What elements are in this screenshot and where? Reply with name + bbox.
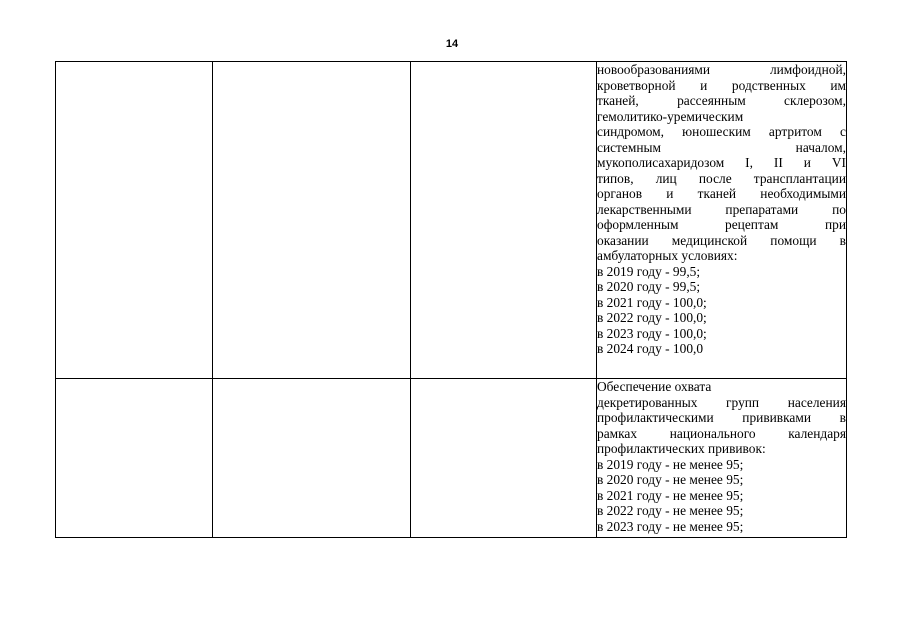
text-line: в 2019 году - 99,5; (597, 263, 701, 279)
text-line: декретированных групп населения (597, 394, 846, 410)
document-table (55, 61, 847, 538)
table-row (56, 379, 847, 538)
text-line: кроветворной и родственных им (597, 77, 846, 93)
text-line: амбулаторных условиях: (597, 248, 738, 263)
text-line: типов, лиц после трансплантации (597, 170, 846, 186)
text-line: синдромом, юношеским артритом с (597, 124, 846, 139)
text-line: профилактическими прививками в (597, 410, 846, 425)
text-line: в 2020 году - не менее 95; (597, 472, 744, 487)
text-line: в 2023 году - 100,0; (597, 325, 707, 341)
text-line: в 2019 году - не менее 95; (597, 456, 744, 472)
table-cell-empty (213, 379, 411, 538)
table-row (56, 62, 847, 379)
text-line: гемолитико-уремическим (597, 108, 744, 124)
text-line: Обеспечение охвата (597, 379, 712, 394)
text-line: новообразованиями лимфоидной, (597, 62, 846, 77)
table-cell-empty (56, 62, 213, 379)
text-line: в 2021 году - не менее 95; (597, 487, 744, 503)
text-line: мукополисахаридозом I, II и VI (597, 155, 846, 170)
text-line: в 2020 году - 99,5; (597, 279, 701, 294)
text-line: рамках национального календаря (597, 425, 846, 441)
table-cell-empty (411, 62, 597, 379)
table-cell-text (597, 379, 847, 538)
text-line: в 2021 году - 100,0; (597, 294, 707, 310)
text-line: профилактических прививок: (597, 441, 766, 456)
text-line: тканей, рассеянным склерозом, (597, 93, 846, 108)
page-number: 14 (445, 38, 459, 50)
text-line: в 2022 году - не менее 95; (597, 503, 744, 518)
text-line: в 2024 году - 100,0 (597, 341, 704, 356)
table-cell-text (597, 62, 847, 379)
text-line: в 2022 году - 100,0; (597, 310, 707, 325)
text-line: оказании медицинской помощи в (597, 232, 846, 248)
table-cell-empty (411, 379, 597, 538)
text-line: лекарственными препаратами по (597, 201, 846, 217)
text-line: в 2023 году - не менее 95; (597, 518, 744, 534)
text-line: органов и тканей необходимыми (597, 186, 846, 201)
table-cell-empty (56, 379, 213, 538)
table-cell-empty (213, 62, 411, 379)
text-line: системным началом, (597, 139, 846, 155)
text-line: оформленным рецептам при (597, 217, 846, 232)
